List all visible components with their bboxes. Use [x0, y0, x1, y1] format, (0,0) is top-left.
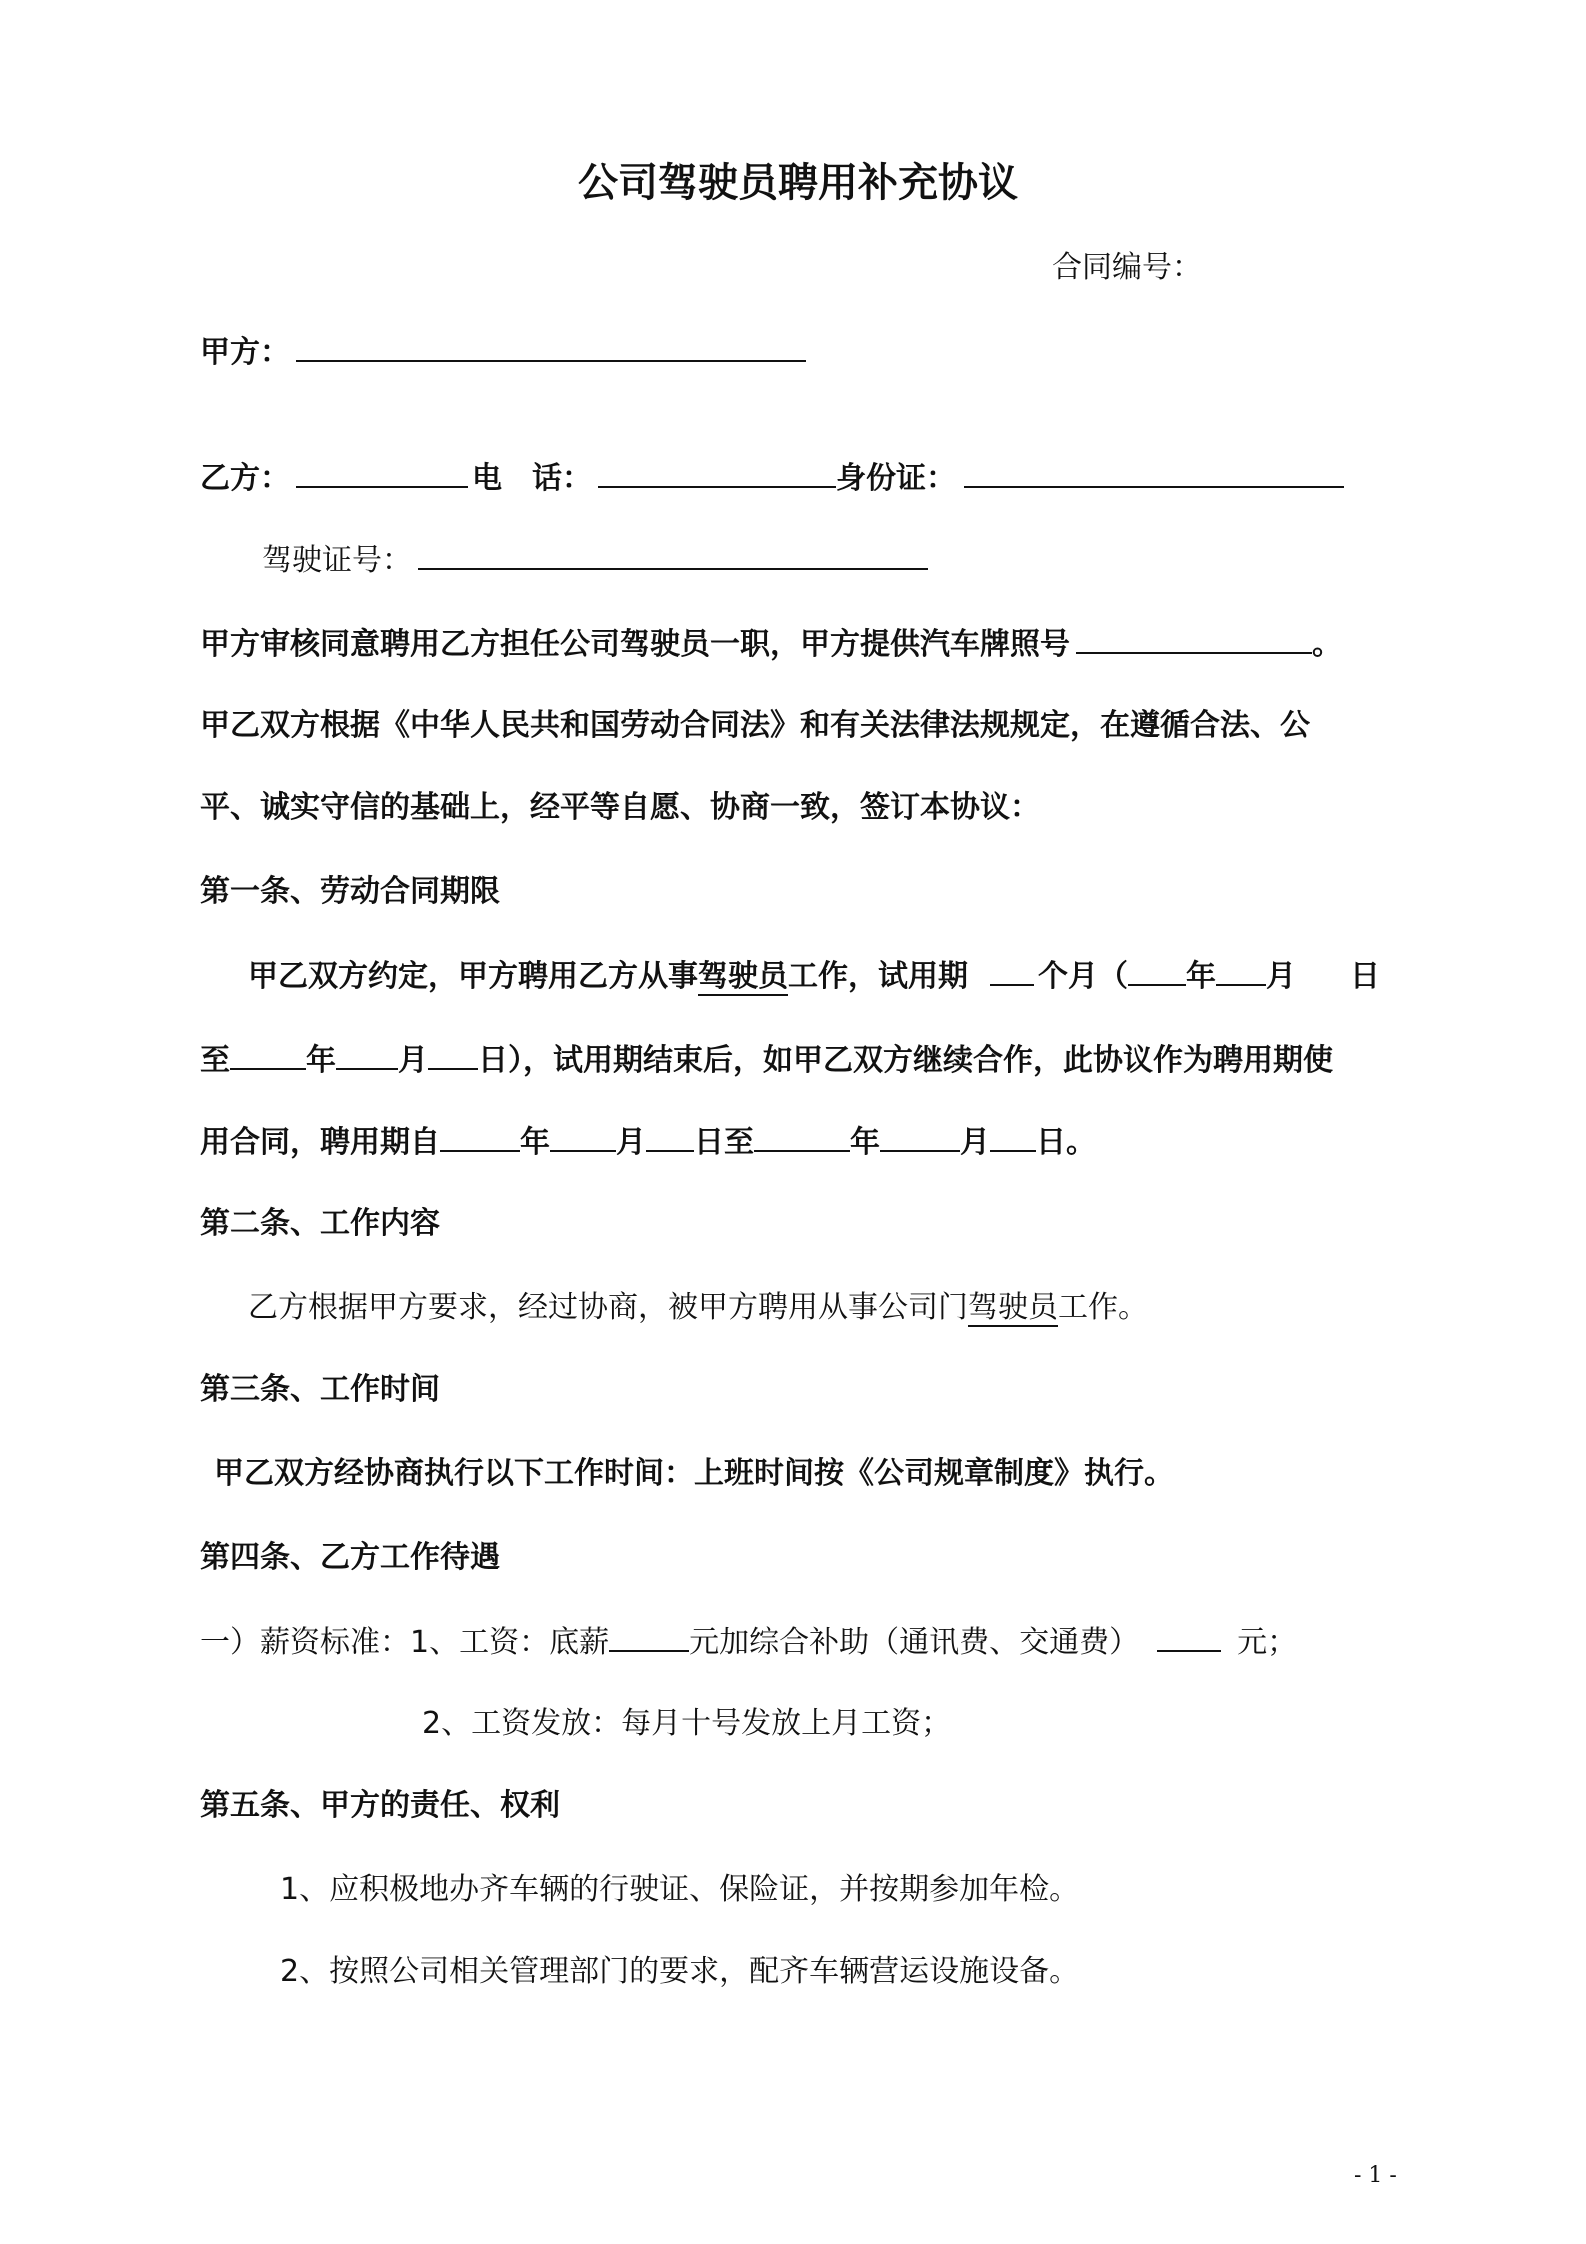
party-b-name-blank[interactable] — [296, 456, 468, 488]
intro-text: 甲方审核同意聘用乙方担任公司驾驶员一职，甲方提供汽车牌照号 — [200, 627, 1070, 662]
intro-line-1 — [200, 622, 1342, 662]
text: 月 — [398, 1043, 428, 1078]
article-3-heading: 第三条、工作时间 — [200, 1372, 440, 1407]
article-4-line-2: 2、工资发放：每月十号发放上月工资； — [422, 1706, 952, 1741]
article-5-item-2: 2、按照公司相关管理部门的要求，配齐车辆营运设施设备。 — [280, 1954, 1080, 1989]
probation-end-month-blank[interactable] — [336, 1038, 398, 1070]
license-blank[interactable] — [418, 538, 928, 570]
term-end-month-blank[interactable] — [880, 1120, 960, 1152]
term-end-day-blank[interactable] — [990, 1120, 1036, 1152]
text: 至 — [200, 1043, 230, 1078]
article-4-line-1 — [200, 1620, 1297, 1660]
text: 月 — [616, 1125, 646, 1160]
text: 月 — [1266, 959, 1296, 994]
probation-end-year-blank[interactable] — [230, 1038, 306, 1070]
probation-end-day-blank[interactable] — [428, 1038, 478, 1070]
text: 日。 — [1036, 1125, 1096, 1160]
term-start-day-blank[interactable] — [646, 1120, 694, 1152]
article-2-line-1 — [248, 1288, 1148, 1328]
article-5-item-1: 1、应积极地办齐车辆的行驶证、保险证，并按期参加年检。 — [280, 1872, 1080, 1907]
license-row — [262, 538, 928, 578]
document-title: 公司驾驶员聘用补充协议 — [578, 160, 1018, 206]
text: 年 — [850, 1125, 880, 1160]
article-1-line-2 — [200, 1038, 1333, 1078]
base-salary-blank[interactable] — [609, 1620, 689, 1652]
text: 工作，试用期 — [788, 959, 968, 994]
plate-number-blank[interactable] — [1076, 622, 1312, 654]
term-start-year-blank[interactable] — [440, 1120, 520, 1152]
text: 月 — [960, 1125, 990, 1160]
text: 年 — [520, 1125, 550, 1160]
license-label: 驾驶证号： — [262, 543, 412, 578]
article-2-heading: 第二条、工作内容 — [200, 1206, 440, 1241]
id-card-label: 身份证： — [836, 461, 956, 496]
text: 日至 — [694, 1125, 754, 1160]
term-end-year-blank[interactable] — [754, 1120, 850, 1152]
start-year-blank[interactable] — [1128, 954, 1186, 986]
probation-months-blank[interactable] — [990, 954, 1034, 986]
text: 工作。 — [1058, 1290, 1148, 1325]
article-1-line-3 — [200, 1120, 1096, 1160]
text: 一）薪资标准：1、工资：底薪 — [200, 1625, 610, 1660]
text: 个月（ — [1038, 959, 1128, 994]
allowance-blank[interactable] — [1157, 1620, 1221, 1652]
contract-number-label: 合同编号： — [1052, 250, 1202, 285]
term-start-month-blank[interactable] — [550, 1120, 616, 1152]
party-a-label: 甲方： — [200, 335, 290, 370]
article-5-heading: 第五条、甲方的责任、权利 — [200, 1788, 560, 1823]
article-4-heading: 第四条、乙方工作待遇 — [200, 1540, 500, 1575]
role-underlined: 驾驶员 — [698, 959, 788, 994]
text: 年 — [306, 1043, 336, 1078]
intro-period: 。 — [1312, 627, 1342, 662]
id-card-blank[interactable] — [964, 456, 1344, 488]
text: 日），试用期结束后，如甲乙双方继续合作，此协议作为聘用期使 — [478, 1043, 1333, 1078]
phone-label: 电 话： — [472, 461, 592, 496]
party-b-label: 乙方： — [200, 461, 290, 496]
party-a-row — [200, 330, 806, 370]
text: 元加综合补助（通讯费、交通费） — [689, 1625, 1140, 1660]
role-underlined: 驾驶员 — [968, 1290, 1058, 1325]
text: 用合同，聘用期自 — [200, 1125, 440, 1160]
article-1-heading: 第一条、劳动合同期限 — [200, 874, 500, 909]
text: 乙方根据甲方要求，经过协商，被甲方聘用从事公司门 — [248, 1290, 968, 1325]
start-month-blank[interactable] — [1216, 954, 1266, 986]
text: 日 — [1350, 959, 1380, 994]
party-a-blank[interactable] — [296, 330, 806, 362]
party-b-row — [200, 456, 1344, 496]
text: 甲乙双方约定，甲方聘用乙方从事 — [248, 959, 698, 994]
text: 年 — [1186, 959, 1216, 994]
text: 元； — [1237, 1625, 1298, 1660]
page-number: - 1 - — [1354, 2163, 1397, 2188]
intro-line-2: 甲乙双方根据《中华人民共和国劳动合同法》和有关法律法规规定，在遵循合法、公 — [200, 708, 1310, 743]
intro-line-3: 平、诚实守信的基础上，经平等自愿、协商一致，签订本协议： — [200, 790, 1040, 825]
article-3-line-1: 甲乙双方经协商执行以下工作时间：上班时间按《公司规章制度》执行。 — [214, 1456, 1174, 1491]
article-1-line-1 — [248, 954, 1380, 994]
phone-blank[interactable] — [598, 456, 836, 488]
